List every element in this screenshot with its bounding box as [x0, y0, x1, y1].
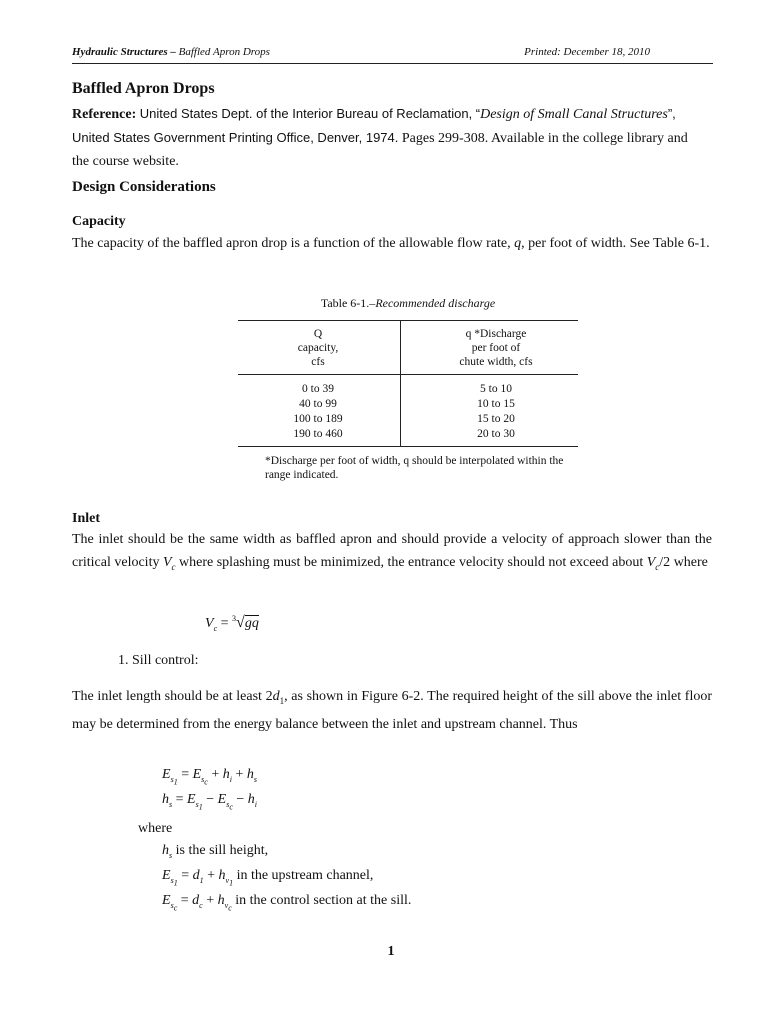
table-bottom-rule — [238, 446, 578, 447]
header-left — [72, 46, 270, 58]
sill-text-b: , as shown in Figure 6-2. The required height of the sill above the inlet floor may be determined from the energy balance between the inlet and upstream channel. Thus — [72, 689, 713, 732]
critical-velocity-formula: $V_c = ^3√gq$ — [205, 614, 259, 633]
table-caption-prefix: Table 6-1.– — [320, 296, 376, 310]
reference-book: Design of Small Canal Structures — [480, 107, 668, 122]
table-col1-header — [268, 327, 368, 369]
page-number: 1 — [387, 944, 395, 959]
table-cell: 10 to 15 — [477, 398, 515, 410]
hs-definition-text: is the sill height, — [175, 843, 269, 858]
table-cell: 20 to 30 — [477, 428, 515, 440]
reference-paragraph — [72, 102, 702, 173]
col1-header-line: Q — [313, 328, 323, 340]
table-column-divider — [400, 320, 401, 446]
inlet-text-b: where splashing must be minimized, the entrance velocity should not exceed about — [179, 555, 644, 570]
table-top-rule — [238, 320, 578, 321]
sill-height-formula: $h_s = E_{s_1} - E_{s_c} - h_i$ — [162, 792, 258, 812]
col2-header-line: chute width, cfs — [459, 356, 533, 368]
table-cell: 40 to 99 — [299, 398, 337, 410]
header-rule — [72, 63, 713, 64]
header-separator: – — [170, 46, 176, 58]
table-cell: 15 to 20 — [477, 413, 515, 425]
esc-definition: $E_{s_c} = d_c + h_{v_c}$ in the control section at the sill. — [162, 893, 412, 913]
es1-definition: $E_{s_1} = d_1 + h_{v_1}$ in the upstream channel, — [162, 868, 374, 888]
table-col1-values — [268, 382, 368, 442]
es1-definition-text: in the upstream channel, — [236, 868, 374, 883]
table-col2-header — [426, 327, 566, 369]
sill-control-item: 1. Sill control: — [118, 653, 199, 668]
capacity-paragraph — [72, 232, 712, 255]
inlet-text-c: where — [673, 555, 708, 570]
table-cell: 190 to 460 — [293, 428, 343, 440]
capacity-text-a: The capacity of the baffled apron drop is a function of the allowable flow rate, — [72, 236, 511, 251]
header-printed-date: Printed: December 18, 2010 — [524, 46, 650, 58]
recommended-discharge-table — [238, 296, 578, 496]
col2-header-line: q *Discharge — [465, 328, 527, 340]
capacity-text-b: , per foot of width. See Table 6-1. — [521, 236, 710, 251]
running-header — [72, 46, 712, 62]
sill-text-a: The inlet length should be at least — [72, 689, 262, 704]
table-col2-values — [426, 382, 566, 442]
capacity-heading: Capacity — [72, 214, 126, 229]
col1-header-line: capacity, — [297, 342, 339, 354]
reference-org: United States Dept. of the Interior Bureau of Reclamation, “ — [139, 106, 481, 121]
hs-definition: $h_s$ is the sill height, — [162, 843, 269, 860]
reference-label: Reference: — [72, 107, 137, 122]
reference-publisher: ”, United States Government Printing Office, Denver, 1974. — [72, 106, 676, 145]
header-topic: Baffled Apron Drops — [178, 46, 270, 58]
sill-paragraph: The inlet length should be at least $2d_1$, as shown in Figure 6-2. The required height of the sill above the inlet floor may be determined from the energy balance between the inlet and upstream channel. Thus — [72, 689, 713, 732]
col1-header-line: cfs — [311, 356, 325, 368]
table-footnote: *Discharge per foot of width, q should be interpolated within the range indicated. — [265, 455, 564, 481]
table-cell: 0 to 39 — [302, 383, 334, 395]
table-caption — [238, 296, 578, 311]
inlet-paragraph: The inlet should be the same width as baffled apron and should provide a velocity of approach slower than the critical velocity $V_c$ where splashing must be minimized, the entrance velocity should not exceed about $V_c/2$ where — [72, 532, 712, 572]
col2-header-line: per foot of — [471, 342, 521, 354]
esc-definition-text: in the control section at the sill. — [235, 893, 412, 908]
where-label: where — [138, 821, 173, 836]
table-cell: 100 to 189 — [293, 413, 343, 425]
inlet-text-a: The inlet should be the same width as baffled apron and should provide a velocity of approach slower than the critical velocity — [72, 532, 712, 570]
header-course: Hydraulic Structures — [72, 46, 168, 58]
reference-rest: Pages 299-308. Available in the college library and the course website. — [72, 131, 688, 169]
inlet-heading: Inlet — [72, 511, 100, 526]
table-header-rule — [238, 374, 578, 375]
capacity-var-q: q — [514, 236, 522, 251]
energy-balance-formula: $E_{s_1} = E_{s_c} + h_i + h_s$ — [162, 767, 258, 787]
design-considerations-heading: Design Considerations — [72, 179, 216, 195]
table-cell: 5 to 10 — [480, 383, 512, 395]
page-title: Baffled Apron Drops — [72, 80, 215, 97]
table-caption-title: Recommended discharge — [375, 296, 496, 310]
